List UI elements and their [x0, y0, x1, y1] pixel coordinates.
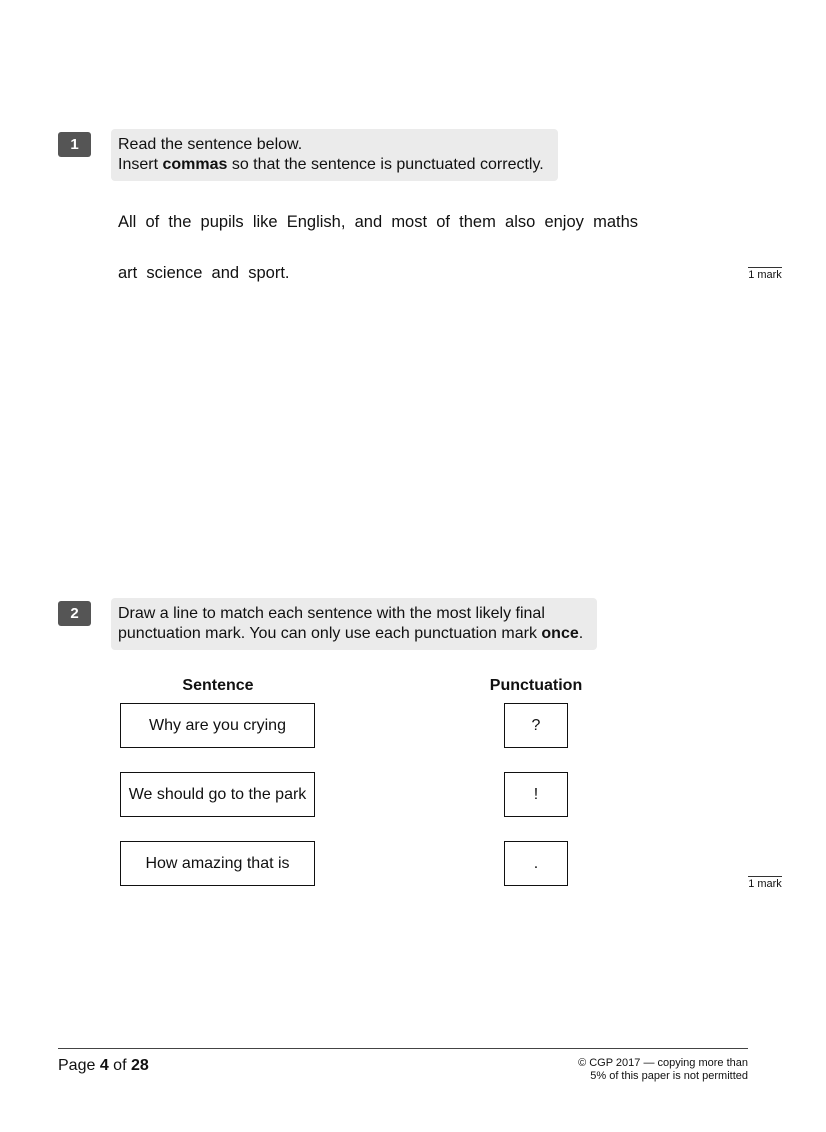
- question-2-instruction-line2: [118, 624, 583, 644]
- copyright-line1: © CGP 2017 — copying more than: [578, 1057, 748, 1069]
- instruction-bold-word: once: [541, 625, 579, 642]
- page-number: [58, 1057, 149, 1075]
- instruction-bold-word: commas: [162, 156, 228, 173]
- footer-divider: [58, 1048, 748, 1049]
- question-2-instruction-line1: Draw a line to match each sentence with the most likely final: [118, 605, 545, 622]
- question-2-instruction: [111, 598, 597, 650]
- page-current: 4: [99, 1057, 109, 1074]
- question-1-number: 1: [58, 132, 91, 157]
- page-total: 28: [130, 1057, 149, 1074]
- question-1-sentence-line1: All of the pupils like English, and most of them also enjoy maths: [118, 213, 638, 231]
- instruction-text: so that the sentence is punctuated correctly.: [227, 156, 544, 173]
- question-1-instruction-line1: Read the sentence below.: [118, 136, 303, 153]
- instruction-text: punctuation mark. You can only use each punctuation mark: [118, 625, 542, 642]
- sentence-box-2[interactable]: We should go to the park: [120, 772, 315, 817]
- question-2-mark-box: 1 mark: [748, 878, 782, 890]
- instruction-text: .: [578, 625, 584, 642]
- page-label: Page: [58, 1057, 100, 1074]
- question-1-instruction: [111, 129, 558, 181]
- punctuation-box-question-mark[interactable]: ?: [504, 703, 568, 748]
- copyright-notice: [578, 1057, 748, 1083]
- question-1-mark-box: 1 mark: [748, 269, 782, 281]
- punctuation-box-exclamation-mark[interactable]: !: [504, 772, 568, 817]
- question-1-instruction-line2: [118, 155, 544, 175]
- sentence-box-1[interactable]: Why are you crying: [120, 703, 315, 748]
- punctuation-box-full-stop[interactable]: .: [504, 841, 568, 886]
- copyright-line2: 5% of this paper is not permitted: [590, 1070, 748, 1082]
- instruction-text: Insert: [118, 156, 163, 173]
- question-2-number: 2: [58, 601, 91, 626]
- punctuation-column-heading: Punctuation: [489, 677, 583, 694]
- sentence-box-3[interactable]: How amazing that is: [120, 841, 315, 886]
- sentence-column-heading: Sentence: [182, 677, 254, 694]
- page-of: of: [108, 1057, 131, 1074]
- question-1-sentence-line2[interactable]: art science and sport.: [118, 264, 290, 282]
